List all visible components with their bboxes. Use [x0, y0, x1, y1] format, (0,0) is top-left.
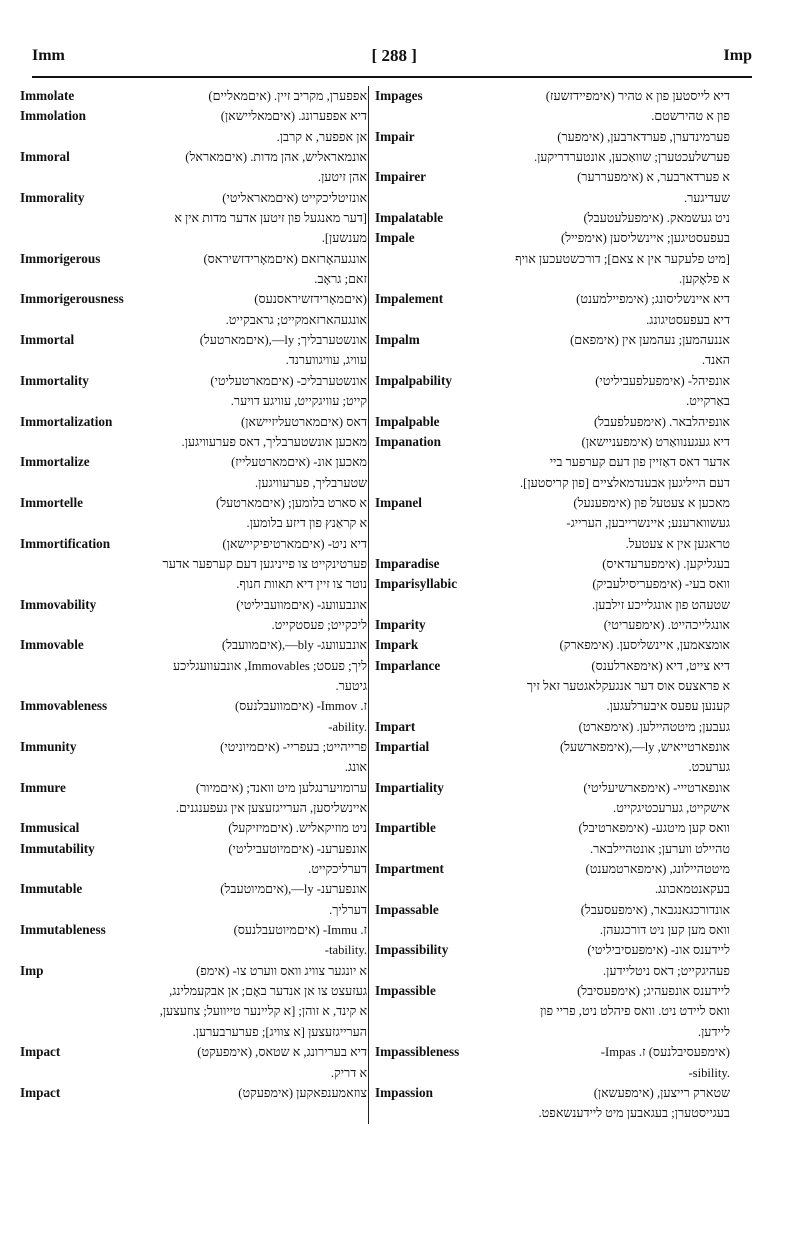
definition-text: פערטינקייט צו פייניגען דעם קערפער אדער	[162, 556, 367, 571]
dictionary-line	[20, 696, 367, 716]
definition-text: דעם הייליגען אבענדמאלציים [פון קריסטען].	[520, 475, 730, 490]
headword: Immunity	[20, 739, 77, 754]
definition-text: הערייגזעצען [א צוויג]; פערערבערען.	[192, 1024, 367, 1039]
definition-text: אדער דאס דאַזיין פון דעם קערפער ביי	[549, 455, 730, 470]
headword: Impair	[375, 128, 415, 144]
dictionary-line	[375, 493, 730, 513]
headword: Impartiality	[375, 779, 444, 795]
headword: Impartible	[375, 820, 436, 836]
dictionary-line	[375, 554, 730, 574]
definition-text: אהן זיטען.	[317, 170, 367, 185]
definition-text: בעקאנטמאכונג.	[655, 882, 730, 897]
definition-text: דיא ניט- (איםמארטיפיקיישאן)	[222, 536, 367, 551]
dictionary-line	[375, 595, 730, 615]
dictionary-line	[20, 656, 367, 676]
definition-text: שטערבליך, פערעוויגען.	[254, 475, 367, 490]
definition-text: ז. Immov- (איםמוועבלנעס)	[234, 699, 367, 714]
definition-text: געבען; מיטטהיילען. (אימפארט)	[578, 719, 730, 734]
definition-text: פרייהייט; בעפריי- (איםמיוניטי)	[220, 740, 367, 754]
dictionary-line	[375, 859, 730, 879]
definition-text: אונגעהאָרזאם (איםמאָרידזשיראס)	[203, 251, 367, 266]
dictionary-line	[375, 330, 730, 350]
definition-text: מאכען א צעטעל פון (אימפענעל)	[573, 495, 730, 510]
headword: Immortality	[20, 372, 89, 388]
headword: Impact	[20, 1044, 61, 1060]
dictionary-line	[20, 1083, 367, 1103]
dictionary-line	[375, 1103, 730, 1123]
dictionary-line	[20, 289, 367, 309]
headword: Immolation	[20, 108, 86, 124]
definition-text: ליידענס אונפעהיג; (אימפעסיבל)	[577, 984, 730, 999]
headword: Immorigerousness	[20, 291, 124, 307]
definition-text: פערשלעכטערן; שוואַכען, אונטערדריקען.	[533, 150, 730, 165]
dictionary-line	[375, 778, 730, 798]
definition-text: דיא איינשליסונג; (אימפיילמענט)	[576, 292, 730, 307]
definition-text: א קראַנץ פון דיזע בלומען.	[246, 516, 367, 531]
headword: Impartial	[375, 739, 430, 754]
definition-text: גערעכט.	[688, 760, 730, 775]
definition-text: קענען עפעס איבערלעגען.	[606, 699, 730, 714]
dictionary-line	[20, 310, 367, 330]
dictionary-line	[375, 350, 730, 370]
definition-text: אונדורכגאנגבאר, (אימפעסעבל)	[580, 902, 730, 917]
dictionary-line	[20, 574, 367, 594]
dictionary-line	[20, 778, 367, 798]
dictionary-line	[20, 412, 367, 432]
definition-text: [דער מאנגעל פון זיטען אדער מדות אין א	[174, 211, 367, 226]
dictionary-line	[20, 717, 367, 737]
dictionary-line	[20, 534, 367, 554]
headword: Impact	[20, 1084, 61, 1100]
headword: Immusical	[20, 820, 80, 836]
definition-text: צוזאמענפאקען (אימפעקט)	[238, 1085, 367, 1100]
headword: Imparlance	[375, 657, 441, 673]
dictionary-line	[375, 188, 730, 208]
dictionary-line	[20, 269, 367, 289]
definition-text: אונבעוועג- bly—,(איםמוועבל)	[221, 638, 367, 653]
definition-text: ליידענס אונ- (אימפעסיביליטי)	[587, 943, 730, 958]
definition-text: א סארט בלומען; (איםמארטעל)	[216, 495, 367, 510]
headword: Immortification	[20, 535, 111, 551]
definition-text: (אימפעסיבלנעס) ז. Impas-	[600, 1045, 730, 1060]
definition-text: א פלאָקען.	[679, 272, 730, 287]
dictionary-line	[375, 249, 730, 269]
definition-text: זאם; גראָב.	[314, 272, 367, 287]
dictionary-line	[375, 452, 730, 472]
headword: Immortalization	[20, 413, 113, 429]
dictionary-line	[20, 1001, 367, 1021]
headword: Immolate	[20, 88, 75, 103]
dictionary-line	[375, 534, 730, 554]
headword: Impassable	[375, 901, 439, 917]
header-rule	[32, 76, 752, 78]
headword: Immortelle	[20, 494, 83, 510]
dictionary-line	[20, 228, 367, 248]
definition-text: דערליך.	[329, 902, 367, 917]
definition-text: געשווארענע; איינשרייבען, הערייג-	[566, 516, 730, 531]
headword: Immoral	[20, 149, 70, 165]
headword: Impalpable	[375, 413, 440, 429]
definition-text: אונגעהארזאמקייט; גראבקייט.	[225, 312, 367, 327]
dictionary-line	[375, 900, 730, 920]
dictionary-line	[20, 798, 367, 818]
definition-text: ניט געשמאק. (אימפעלעטעבל)	[583, 211, 730, 226]
definition-text: אונזיטליכקייט (איםמאראליטי)	[222, 190, 367, 205]
headword: Imp	[20, 962, 44, 978]
definition-text: ניט מוזיקאליש. (איםמיזיקעל)	[228, 821, 367, 836]
dictionary-line	[375, 1063, 730, 1083]
headword: Impassion	[375, 1084, 433, 1100]
definition-text: דערליכקייט.	[308, 862, 367, 877]
definition-text: אישקייט, גערעכטיגקייט.	[613, 801, 730, 816]
dictionary-line	[20, 513, 367, 533]
dictionary-line	[375, 737, 730, 757]
dictionary-line	[375, 127, 730, 147]
definition-text: באַרקייט.	[686, 394, 730, 409]
headword: Impale	[375, 230, 415, 246]
header-right-guideword: Imp	[723, 47, 752, 64]
dictionary-line	[375, 1042, 730, 1062]
dictionary-line	[20, 391, 367, 411]
headword: Impart	[375, 718, 416, 734]
headword: Immutable	[20, 881, 83, 897]
dictionary-line	[20, 188, 367, 208]
headword: Immutability	[20, 840, 95, 856]
headword: Impark	[375, 637, 419, 653]
headword: Immorality	[20, 189, 85, 205]
definition-text: אננעהמען; נעהמען אין (אימפאם)	[570, 333, 730, 348]
definition-text: א פראצעס אוס דער אנגעקלאגטער זאל זיך	[526, 678, 730, 693]
headword: Impages	[375, 88, 423, 103]
dictionary-line	[20, 920, 367, 940]
dictionary-line	[20, 452, 367, 472]
headword: Immortal	[20, 332, 75, 348]
definition-text: בעגייסטערן; בעגאבען מיט ליידענשאפט.	[538, 1106, 730, 1121]
definition-text: מאכען אונשטערבליך, דאס פערעוויגען.	[181, 434, 367, 449]
definition-text: מאכען אונ- (איםמארטעלייז)	[231, 455, 367, 470]
dictionary-line	[375, 798, 730, 818]
definition-text: דיא בערירונג, א שטאס, (אימפעקט)	[197, 1045, 367, 1060]
definition-text: -sibility.	[688, 1065, 730, 1080]
definition-text: -ability.	[328, 719, 367, 734]
dictionary-line	[20, 330, 367, 350]
dictionary-line	[375, 473, 730, 493]
definition-text: א פערדארבער, א (אימפעררער)	[577, 170, 730, 185]
definition-text: געזעצט צו אן אנדער באָם; אן אבקעמלינג,	[169, 984, 367, 999]
dictionary-line	[375, 106, 730, 126]
headword: Impassibleness	[375, 1044, 460, 1060]
dictionary-line	[375, 839, 730, 859]
definition-text: אומצאמען, איינשליסען. (אימפארק)	[559, 638, 730, 653]
definition-text: [מיט פלעקער אין א צאם]; דורכשטעכען אויף	[515, 251, 730, 266]
dictionary-line	[375, 879, 730, 899]
headword: Immovability	[20, 596, 97, 612]
dictionary-line	[20, 940, 367, 960]
definition-text: בעפעסטיגען; איינשליסען (אימפייל)	[561, 231, 730, 246]
definition-text: פון א טהירשטם.	[651, 109, 730, 124]
dictionary-line	[20, 737, 367, 757]
definition-text: וואס קען מיטגע- (אימפארטיבל)	[578, 821, 730, 836]
definition-text: מיטטהיילונג, (אימפארטמענט)	[585, 862, 730, 877]
dictionary-line	[20, 615, 367, 635]
definition-text: מענשען].	[321, 231, 367, 246]
definition-text: דיא געגענוואַרט (אימפעניישאן)	[581, 434, 730, 449]
definition-text: פעהיגקייט; דאס ניטליידען.	[603, 963, 730, 978]
definition-text: אפפערן, מקריב זיין. (איםמאליים)	[208, 89, 367, 103]
definition-text: נוטר צו זיין דיא תאוות חנוף.	[236, 577, 367, 592]
dictionary-line	[20, 371, 367, 391]
dictionary-line	[20, 900, 367, 920]
dictionary-line	[375, 696, 730, 716]
dictionary-line	[20, 859, 367, 879]
definition-text: דאס (איםמארטעליזיישאן)	[241, 414, 367, 429]
dictionary-line	[375, 391, 730, 411]
header-left-guideword: Imm	[32, 47, 65, 64]
definition-text: גיטער.	[335, 678, 367, 693]
definition-text: (איםמאָרידזשיראסנעס)	[254, 292, 367, 307]
dictionary-line	[375, 981, 730, 1001]
definition-text: אונג.	[344, 760, 367, 775]
dictionary-line	[20, 473, 367, 493]
dictionary-line	[20, 208, 367, 228]
dictionary-line	[375, 961, 730, 981]
dictionary-line	[20, 839, 367, 859]
definition-text: אונגלייכהייט. (אימפעריטי)	[603, 617, 730, 632]
dictionary-line	[20, 554, 367, 574]
dictionary-line	[375, 147, 730, 167]
headword: Immorigerous	[20, 250, 101, 266]
dictionary-line	[20, 127, 367, 147]
dictionary-line	[375, 371, 730, 391]
dictionary-line	[375, 1022, 730, 1042]
definition-text: פערמינדערן, פערדארבען, (אימפער)	[557, 129, 730, 144]
dictionary-line	[20, 595, 367, 615]
dictionary-line	[20, 1042, 367, 1062]
definition-text: שטארק רייצען, (אימפעשאן)	[593, 1085, 730, 1100]
definition-text: עוויג, עוויגווערנד.	[285, 353, 367, 368]
dictionary-line	[20, 432, 367, 452]
dictionary-line	[375, 432, 730, 452]
definition-text: איינשליסען, הערייגזעצען אין געפענגנים.	[175, 801, 367, 816]
definition-text: דיא אפפערונג. (איםמאליישאן)	[220, 109, 367, 124]
headword: Imparisyllabic	[375, 576, 458, 592]
definition-text: ליכקייט; פעסטקייט.	[271, 617, 367, 632]
definition-text: אונפארטייי- (אימפארשיעליטי)	[583, 780, 730, 795]
definition-text: וואס בעי- (אימפעריסילעביק)	[592, 577, 730, 592]
dictionary-line	[375, 208, 730, 228]
headword: Immortalize	[20, 454, 90, 470]
dictionary-line	[20, 879, 367, 899]
definition-text: דיא צייט, דיא (אימפארלענס)	[591, 658, 730, 673]
dictionary-line	[20, 86, 367, 106]
headword: Impalpability	[375, 372, 452, 388]
definition-text: בעגליקען. (אימפערעדאיס)	[602, 556, 730, 571]
headword: Impanation	[375, 433, 441, 449]
definition-text: א יונגער צוויג וואס ווערט צו- (אימפ)	[196, 963, 367, 978]
definition-text: טראגען אין א צעטעל.	[625, 536, 730, 551]
left-column	[20, 86, 367, 1103]
definition-text: אונפערענ- ly—,(איםמיוטעבל)	[220, 882, 367, 897]
page-header	[32, 40, 752, 72]
dictionary-line	[375, 920, 730, 940]
definition-text: אונפערענ- (איםמיוטעביליטי)	[228, 841, 367, 856]
dictionary-line	[20, 981, 367, 1001]
dictionary-line	[20, 635, 367, 655]
dictionary-line	[375, 656, 730, 676]
headword: Immure	[20, 779, 66, 795]
definition-text: אונמאראליש, אהן מדות. (איםמאראל)	[185, 150, 367, 165]
headword: Immovable	[20, 637, 84, 653]
definition-text: אונבעוועג- (איםמוועביליטי)	[236, 597, 367, 612]
headword: Impalatable	[375, 210, 444, 226]
definition-text: דיא בעפעסטיגונג.	[646, 312, 730, 327]
definition-text: האנד.	[701, 353, 730, 368]
definition-text: ערומויערנגלען מיט וואנד; (איםמיור)	[195, 780, 367, 795]
definition-text: אונפיהלבאר. (אימפעלפעבל)	[593, 414, 730, 429]
dictionary-line	[375, 412, 730, 432]
headword: Imparadise	[375, 555, 440, 571]
headword: Immutableness	[20, 922, 106, 938]
dictionary-line	[375, 1001, 730, 1021]
dictionary-line	[375, 676, 730, 696]
dictionary-line	[375, 269, 730, 289]
dictionary-line	[375, 167, 730, 187]
headword: Impalm	[375, 332, 420, 348]
dictionary-line	[20, 961, 367, 981]
definition-text: ליך; פעסט; Immovables, אונבעוועגליכע	[172, 658, 367, 673]
dictionary-line	[20, 1022, 367, 1042]
headword: Imparity	[375, 616, 426, 632]
definition-text: אן אפפער, א קרבן.	[276, 129, 367, 144]
definition-text: דיא לייסטען פון א טהיר (אימפיידזשעז)	[545, 89, 730, 103]
dictionary-line	[20, 1063, 367, 1083]
definition-text: שטעהט פון אונגלייכע זילבען.	[591, 597, 730, 612]
definition-text: ז. Immu- (איםמיוטעבלנעס)	[233, 923, 367, 938]
headword: Impassibility	[375, 942, 449, 958]
definition-text: וואס מען קען ניט דורכגעהן.	[599, 923, 730, 938]
dictionary-line	[20, 350, 367, 370]
dictionary-line	[20, 167, 367, 187]
dictionary-line	[375, 289, 730, 309]
dictionary-line	[375, 635, 730, 655]
definition-text: א קינד, א זוהן; [א קליינער טייוועל; צוזעצען,	[159, 1004, 367, 1019]
definition-text: וואס ליידט ניט. וואס פיהלט ניט, פריי פון	[540, 1004, 730, 1019]
definition-text: טהיילט ווערען; אונטהיילבאר.	[589, 841, 730, 856]
right-column	[368, 86, 730, 1124]
dictionary-line	[375, 513, 730, 533]
dictionary-line	[20, 676, 367, 696]
page-number: [ 288 ]	[371, 46, 417, 65]
headword: Impalement	[375, 291, 444, 307]
definition-text: שעדיגער.	[683, 190, 730, 205]
definition-text: אונשטערבליכ- (איםמארטעליטי)	[210, 373, 367, 388]
definition-text: אונפיהל- (אימפעלפעביליטי)	[595, 373, 730, 388]
dictionary-line	[20, 493, 367, 513]
dictionary-line	[375, 615, 730, 635]
definition-text: -tability.	[324, 943, 367, 958]
dictionary-line	[375, 228, 730, 248]
definition-text: אונפארטייאיש, ly—,(אימפארשעל)	[559, 740, 730, 754]
dictionary-line	[375, 940, 730, 960]
dictionary-line	[375, 310, 730, 330]
dictionary-line	[375, 574, 730, 594]
headword: Impanel	[375, 494, 422, 510]
dictionary-line	[375, 86, 730, 106]
dictionary-line	[375, 818, 730, 838]
definition-text: א דריק.	[330, 1065, 367, 1080]
dictionary-line	[375, 717, 730, 737]
definition-text: ליידען.	[697, 1024, 730, 1039]
dictionary-line	[20, 106, 367, 126]
definition-text: קייט; עוויגקייט, עוויגע דויער.	[230, 394, 367, 409]
headword: Impassible	[375, 983, 436, 999]
headword: Immovableness	[20, 698, 108, 714]
dictionary-line	[20, 757, 367, 777]
headword: Impairer	[375, 169, 427, 185]
dictionary-line	[375, 1083, 730, 1103]
dictionary-line	[20, 818, 367, 838]
definition-text: אונשטערבליך; ly—,(איםמארטעל)	[199, 333, 367, 348]
dictionary-line	[375, 757, 730, 777]
dictionary-line	[20, 249, 367, 269]
headword: Impartment	[375, 861, 444, 877]
dictionary-line	[20, 147, 367, 167]
